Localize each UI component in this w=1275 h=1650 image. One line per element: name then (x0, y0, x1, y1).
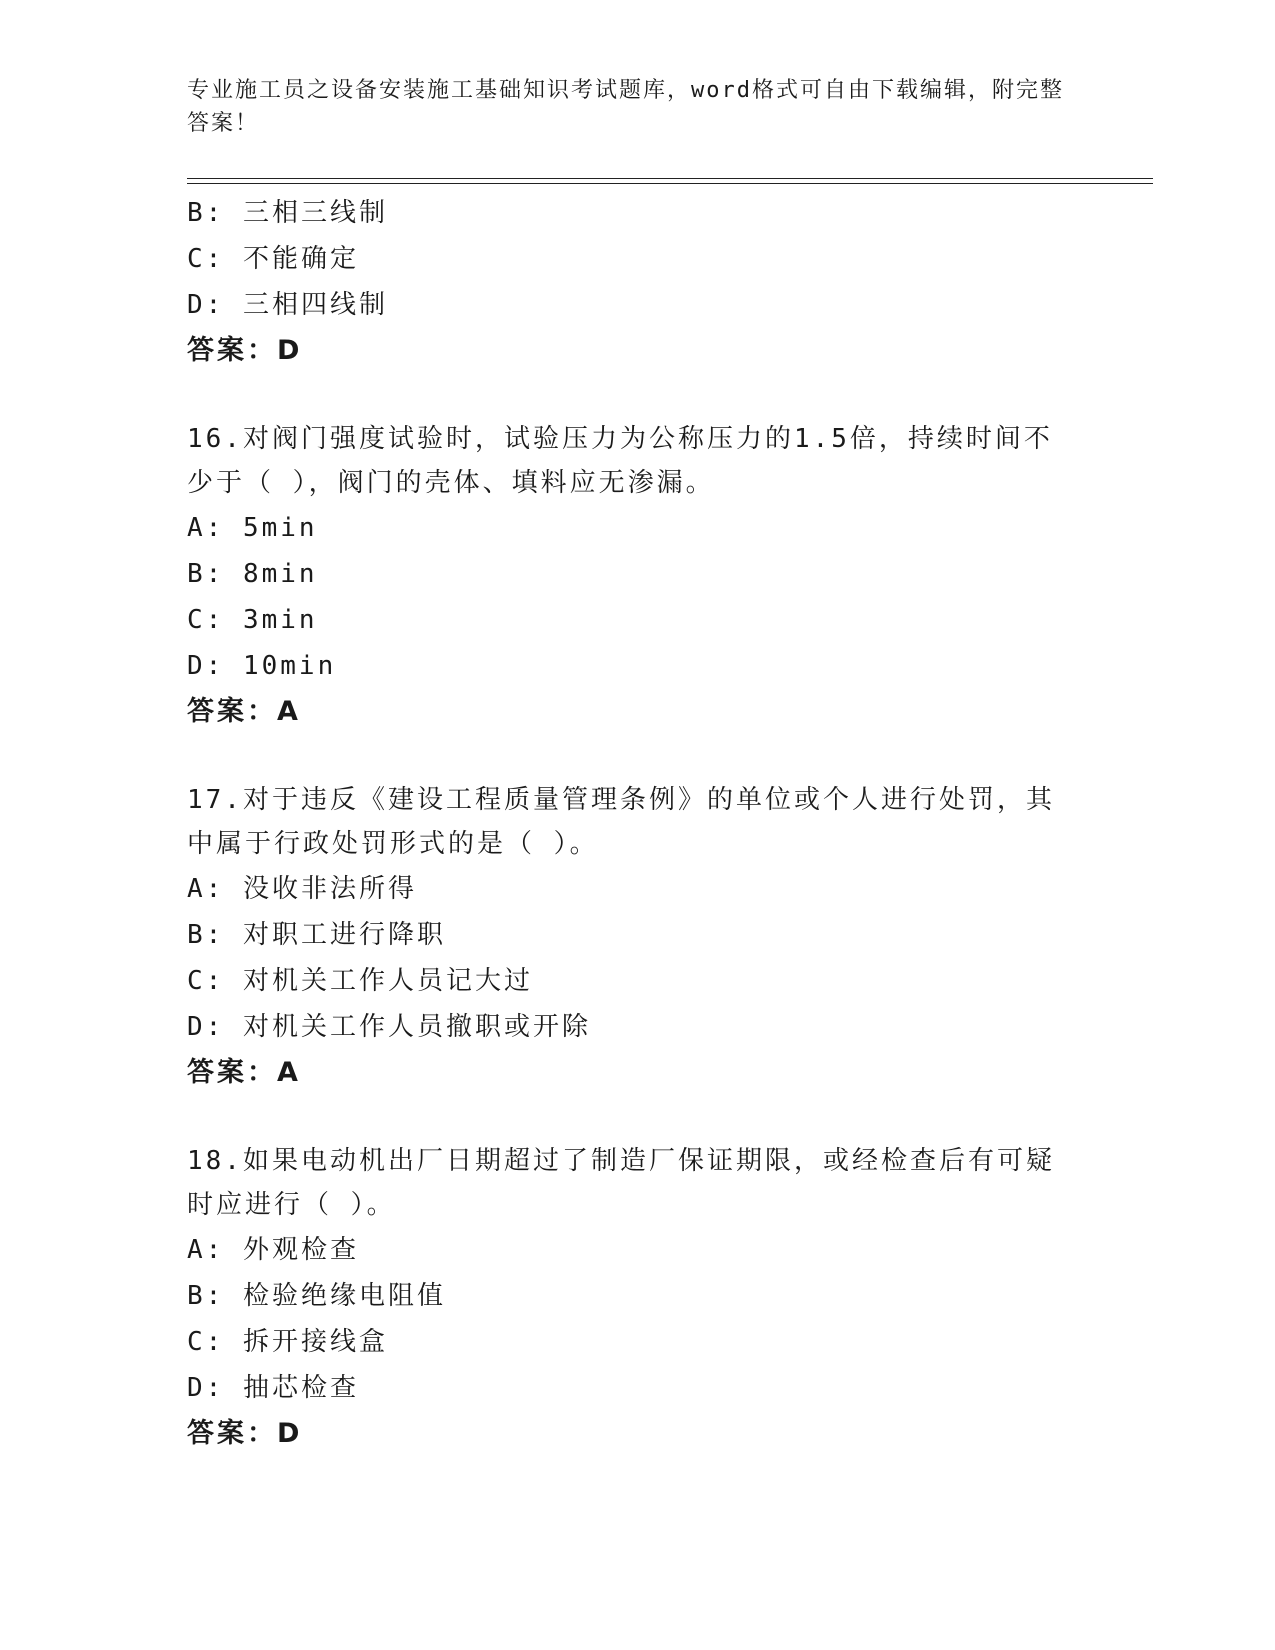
option-a: A: 5min (187, 513, 318, 543)
header-divider-top (187, 178, 1153, 179)
option-d: D: 抽芯检查 (187, 1373, 359, 1403)
question-17 (187, 778, 1087, 1096)
question-stem: 16.对阀门强度试验时，试验压力为公称压力的1.5倍，持续时间不少于（ ），阀门的壳体、填料应无渗漏。 (187, 424, 1053, 498)
question-18 (187, 1139, 1087, 1457)
option-b: B: 8min (187, 559, 318, 589)
option-c: C: 对机关工作人员记大过 (187, 966, 533, 996)
answer-line: 答案：D (187, 1418, 303, 1449)
option-a: A: 没收非法所得 (187, 874, 417, 904)
question-list (187, 190, 1087, 1457)
option-d: D: 三相四线制 (187, 290, 388, 320)
option-a: A: 外观检查 (187, 1235, 359, 1265)
option-c: C: 3min (187, 605, 318, 635)
question-stem: 17.对于违反《建设工程质量管理条例》的单位或个人进行处罚，其中属于行政处罚形式的是（ ）。 (187, 785, 1055, 859)
option-c: C: 不能确定 (187, 244, 359, 274)
option-d: D: 对机关工作人员撤职或开除 (187, 1012, 591, 1042)
document-header: 专业施工员之设备安装施工基础知识考试题库，word格式可自由下载编辑，附完整答案！ (187, 78, 1064, 136)
question-16 (187, 417, 1087, 735)
header-divider-bottom (187, 183, 1153, 184)
previous-question-tail (187, 190, 1087, 374)
option-b: B: 检验绝缘电阻值 (187, 1281, 446, 1311)
option-b: B: 对职工进行降职 (187, 920, 446, 950)
answer-line: 答案：A (187, 1057, 301, 1088)
answer-line: 答案：D (187, 335, 303, 366)
answer-line: 答案：A (187, 696, 301, 727)
option-d: D: 10min (187, 651, 337, 681)
option-c: C: 拆开接线盒 (187, 1327, 388, 1357)
option-b: B: 三相三线制 (187, 198, 388, 228)
question-stem: 18.如果电动机出厂日期超过了制造厂保证期限，或经检查后有可疑时应进行（ ）。 (187, 1146, 1055, 1220)
